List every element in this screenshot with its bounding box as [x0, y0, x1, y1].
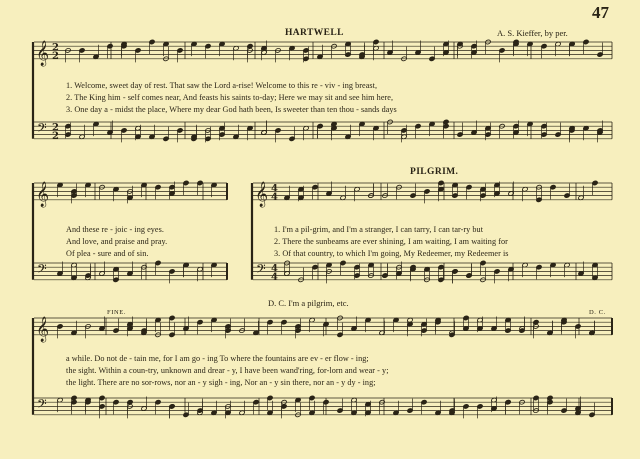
lyric-line: Of plea - sure and of sin.: [66, 249, 149, 258]
hymn-composer: A. S. Kieffer, by per.: [497, 28, 568, 38]
bass-clef-icon: 𝄢: [256, 261, 266, 280]
hymn-title-hartwell: HARTWELL: [285, 28, 344, 38]
lyric-line: 3. One day a - midst the place, Where my dear God hath been, Is sweeter than ten thou - sands days: [66, 105, 397, 114]
time-signature-bottom: 4: [271, 271, 278, 283]
time-signature-bottom: 4: [271, 191, 278, 203]
lyric-line: 3. Of that country, to which I'm going, My Redeemer, my Redeemer is: [274, 249, 509, 258]
treble-clef-icon: 𝄞: [36, 182, 50, 208]
treble-clef-icon: 𝄞: [255, 182, 269, 208]
time-signature-bottom: 2: [52, 50, 59, 62]
bass-clef-icon: 𝄢: [37, 120, 47, 139]
lyric-line: the sight. Within a coun-try, unknown and drear - y, I have been wand'ring, for-lorn and wear - y;: [66, 366, 389, 375]
page-number: 47: [592, 3, 609, 22]
treble-clef-icon: 𝄞: [36, 41, 50, 67]
hymn-title-pilgrim: PILGRIM.: [410, 167, 459, 177]
time-signature-top: 4: [271, 183, 278, 195]
lyric-line: a while. Do not de - tain me, for I am go - ing To where the fountains are ev - er flow - ing;: [66, 354, 369, 363]
time-signature-bottom: 2: [52, 130, 59, 142]
time-signature-top: 2: [52, 42, 59, 54]
time-signature-top: 4: [271, 263, 278, 275]
dc-line: D. C. I'm a pilgrim, etc.: [268, 298, 349, 308]
lyric-line: the light. There are no sor-rows, nor an - y sigh - ing, Nor an - y sin there, nor an - y dy - ing;: [66, 378, 376, 387]
bass-clef-icon: 𝄢: [37, 261, 47, 280]
lyric-line: 1. I'm a pil-grim, and I'm a stranger, I can tarry, I can tar-ry but: [274, 225, 484, 234]
lyric-line: 1. Welcome, sweet day of rest. That saw the Lord a-rise! Welcome to this re - viv - ing breast,: [66, 81, 378, 90]
lyric-line: And love, and praise and pray.: [66, 237, 168, 246]
dc-mark: D. C.: [589, 309, 606, 316]
lyric-line: 2. There the sunbeams are ever shining, I am waiting, I am waiting for: [274, 237, 508, 246]
time-signature-top: 2: [52, 122, 59, 134]
treble-clef-icon: 𝄞: [36, 317, 50, 343]
lyric-line: 2. The King him - self comes near, And feasts his saints to-day; Here we may sit and see him here,: [66, 93, 394, 102]
lyric-line: And these re - joic - ing eyes.: [66, 225, 164, 234]
fine-mark: FINE.: [107, 309, 127, 316]
bass-clef-icon: 𝄢: [37, 396, 47, 415]
